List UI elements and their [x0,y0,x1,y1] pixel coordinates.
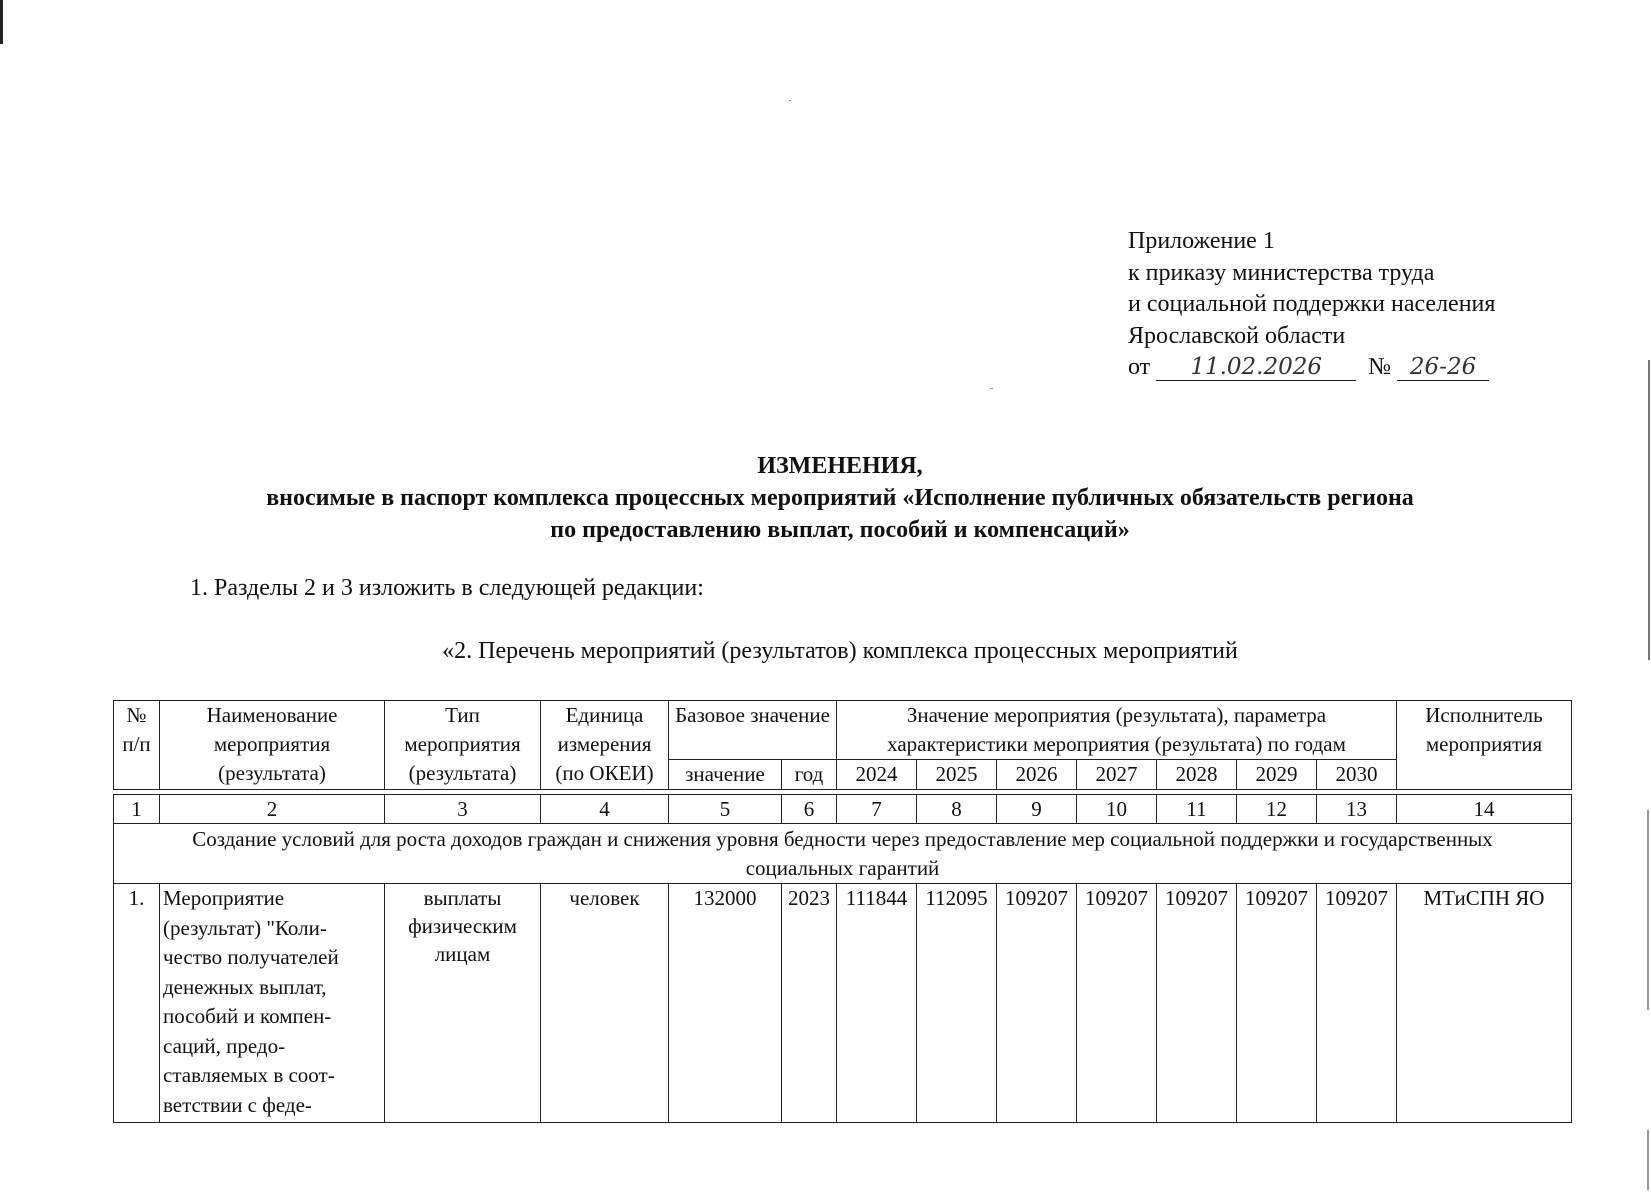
column-number: 12 [1237,795,1317,824]
row-value-2028: 109207 [1157,884,1237,1123]
row-value-2030: 109207 [1317,884,1397,1123]
row-value-2026: 109207 [997,884,1077,1123]
col-header-name: Наименование мероприятия (результата) [160,701,385,790]
date-handwritten: 11.02.2026 [1156,354,1356,381]
document-title [60,450,1620,546]
scan-edge-mark [1648,360,1650,660]
scan-dot [990,388,993,389]
row-value-2024: 111844 [837,884,917,1123]
row-base-year: 2023 [782,884,837,1123]
instruction-text: 1. Разделы 2 и 3 изложить в следующей редакции: [190,575,704,601]
title-line: вносимые в паспорт комплекса процессных мероприятий «Исполнение публичных обязательств региона [266,485,1414,511]
appendix-line: Ярославской области [1128,322,1346,349]
number-prefix: № [1368,354,1392,380]
body-table [113,794,1572,1123]
column-number: 7 [837,795,917,824]
col-header-year: 2027 [1077,760,1157,790]
column-number: 1 [114,795,160,824]
row-type: выплаты физическим лицам [385,884,541,1123]
row-value-2025: 112095 [917,884,997,1123]
col-header-base-year: год [782,760,837,790]
date-prefix: от [1128,354,1151,380]
table-row [114,884,1572,1123]
group-heading-row [114,824,1572,884]
appendix-date-line [1128,352,1558,384]
section-heading: «2. Перечень мероприятий (результатов) комплекса процессных мероприятий [442,638,1238,664]
col-header-type: Тип мероприятия (результата) [385,701,541,790]
appendix-line: к приказу министерства труда [1128,259,1435,286]
column-number: 14 [1397,795,1572,824]
scan-edge-mark [1647,1130,1649,1190]
number-handwritten: 26-26 [1397,354,1489,381]
scan-dot [789,100,791,101]
group-heading: Создание условий для роста доходов граждан и снижения уровня бедности через предоставление мер социальной поддержки и государственных социальных гарантий [114,824,1572,884]
scan-edge-mark [1647,810,1649,1010]
row-executor: МТиСПН ЯО [1397,884,1572,1123]
col-header-year: 2024 [837,760,917,790]
column-number: 11 [1157,795,1237,824]
col-header-base-value: значение [669,760,782,790]
appendix-block [1128,226,1558,384]
column-number: 13 [1317,795,1397,824]
column-number: 2 [160,795,385,824]
col-header-unit: Единица измерения (по ОКЕИ) [541,701,669,790]
column-number: 3 [385,795,541,824]
title-line: по предоставлению выплат, пособий и компенсаций» [550,517,1130,543]
title-line: ИЗМЕНЕНИЯ, [757,453,923,479]
scan-edge-mark [0,0,3,44]
column-number: 8 [917,795,997,824]
column-number: 4 [541,795,669,824]
header-table [113,700,1572,790]
column-number: 5 [669,795,782,824]
column-number: 10 [1077,795,1157,824]
col-header-year: 2029 [1237,760,1317,790]
col-header-base: Базовое значение [669,701,837,760]
col-header-year: 2026 [997,760,1077,790]
row-unit: человек [541,884,669,1123]
col-header-years-group: Значение мероприятия (результата), параметра характеристики мероприятия (результата) по годам [837,701,1397,760]
col-header-year: 2025 [917,760,997,790]
column-number: 9 [997,795,1077,824]
appendix-line: и социальной поддержки населения [1128,291,1496,317]
column-number: 6 [782,795,837,824]
appendix-line: Приложение 1 [1128,228,1275,254]
row-value-2029: 109207 [1237,884,1317,1123]
row-name: Мероприятие (результат) "Коли-чество получателей денежных выплат, пособий и компен-саций, предо-ставляемых в соот-ветствии с феде- [160,884,385,1123]
col-header-year: 2030 [1317,760,1397,790]
row-num: 1. [114,884,160,1123]
row-value-2027: 109207 [1077,884,1157,1123]
col-header-num: № п/п [114,701,160,790]
row-base-value: 132000 [669,884,782,1123]
column-number-row [114,795,1572,824]
col-header-executor: Исполнитель мероприятия [1397,701,1572,790]
col-header-year: 2028 [1157,760,1237,790]
